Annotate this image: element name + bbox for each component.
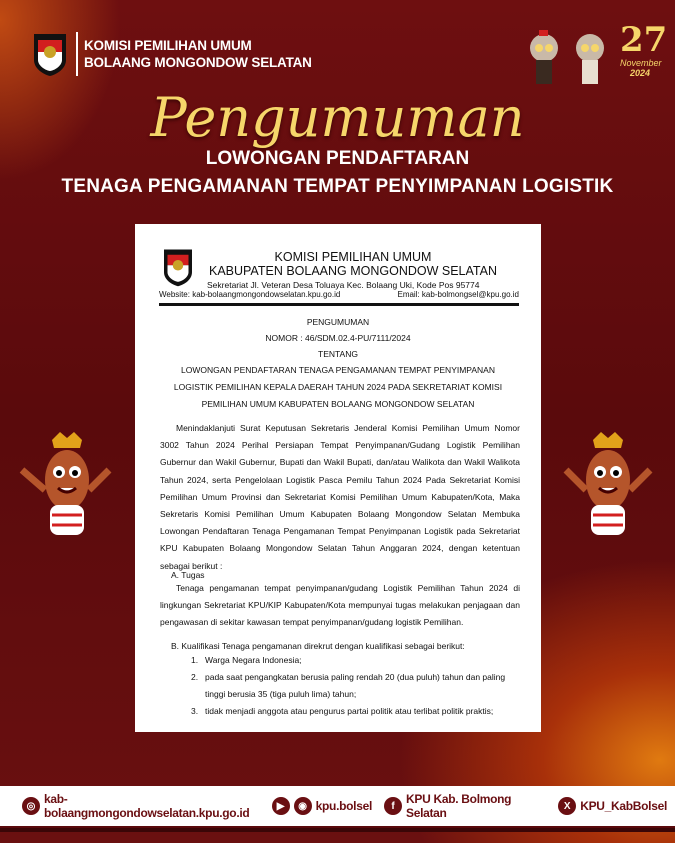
letterhead-rule — [159, 303, 519, 306]
letter-email: Email: kab-bolmongsel@kpu.go.id — [397, 290, 519, 299]
event-day: 27 — [620, 20, 668, 60]
footer-facebook-link[interactable]: KPU Kab. Bolmong Selatan — [406, 792, 512, 820]
headline-line2: TENAGA PENGAMANAN TEMPAT PENYIMPANAN LOGISTIK — [61, 176, 614, 197]
section-a-text: Tenaga pengamanan tempat penyimpanan/gudang Logistik Pemilihan Tahun 2024 di lingkungan Sekretariat KPU/KIP Kabupaten/Kota mempunyai tugas melakukan penjagaan dan pengawasan di sekitar kawasan tempat penyimpanan/gudang logistik Pemilihan. — [160, 583, 520, 628]
globe-icon: ◎ — [22, 797, 40, 815]
letter-tentang: TENTANG — [318, 349, 358, 359]
mascot-pair-icon — [522, 18, 617, 93]
mascot-left-icon — [12, 430, 122, 545]
brand-line2: BOLAANG MONGONDOW SELATAN — [84, 55, 312, 70]
youtube-icon[interactable]: ▶ — [272, 797, 290, 815]
letter-intro: Menindaklanjuti Surat Keputusan Sekretaris Jenderal Komisi Pemilihan Umum Nomor 3002 Tahun 2024 Perihal Persiapan Tempat Penyimpanan/Gudang Logistik Pemilihan Gubernur dan Wakil Gubernur, Bupati dan Wakil Bupati, dan/atau Walikota dan Wakil Walikota Tahun 2024, serta Pengelolaan Logistik Pasca Pemilu Tahun 2024 Pada Sekretariat Komisi Pemilihan Umum Provinsi dan Sekretariat Komisi Pemilihan Umum Kabupaten/Kota, Maka Sekretaris Komisi Pemilihan Umum Kabupaten Bolaang Mongondow Selatan Membuka Lowongan Pendaftaran Tenaga Pengamanan Tempat Penyimpanan Logistik pada Sekretariat KPU Kabupaten Bolaang Mongondow Selatan Tahun Anggaran 2024, dengan ketentuan sebagai berikut : — [160, 423, 520, 571]
event-month: November — [620, 58, 662, 68]
divider — [76, 32, 78, 76]
letter-address: Sekretariat Jl. Veteran Desa Toluaya Kec. Bolaang Uki, Kode Pos 95774 — [207, 280, 480, 290]
mascot-right-icon — [553, 430, 663, 545]
headline-script: Pengumuman — [150, 86, 525, 149]
x-icon[interactable]: X — [558, 797, 576, 815]
brand-line1: KOMISI PEMILIHAN UMUM — [84, 38, 252, 53]
list-item: 3. tidak menjadi anggota atau pengurus partai politik atau terlibat politik praktis; — [191, 706, 494, 716]
letter-subject: LOGISTIK PEMILIHAN KEPALA DAERAH TAHUN 2024 PADA SEKRETARIAT KOMISI — [173, 382, 503, 392]
letter-title: PENGUMUMAN — [306, 317, 370, 327]
letter-subject: LOWONGAN PENDAFTARAN TENAGA PENGAMANAN TEMPAT PENYIMPANAN — [181, 365, 495, 375]
event-badge — [522, 18, 668, 93]
letter-org1: KOMISI PEMILIHAN UMUM — [274, 250, 432, 264]
letter-subject: PEMILIHAN UMUM KABUPATEN BOLAANG MONGONDOW SELATAN — [201, 399, 475, 409]
footer-website-link[interactable]: kab-bolaangmongondowselatan.kpu.go.id — [44, 792, 250, 820]
letter-website: Website: kab-bolaangmongondowselatan.kpu.go.id — [159, 290, 341, 299]
footer-stripe — [0, 826, 675, 832]
social-footer — [0, 786, 675, 826]
letter-org2: KABUPATEN BOLAANG MONGONDOW SELATAN — [208, 264, 497, 278]
list-item: 1. Warga Negara Indonesia; — [191, 655, 302, 665]
announcement-letter — [135, 224, 541, 732]
event-year: 2024 — [630, 68, 651, 78]
letter-nomor: NOMOR : 46/SDM.02.4-PU/7111/2024 — [265, 333, 411, 343]
footer-x-link[interactable]: KPU_KabBolsel — [580, 799, 667, 813]
kpu-logo-icon — [30, 30, 70, 78]
brand-header — [30, 30, 312, 78]
section-b-heading: B. Kualifikasi Tenaga pengamanan direkrut dengan kualifikasi sebagai berikut: — [171, 641, 465, 651]
headline-line1: LOWONGAN PENDAFTARAN — [205, 148, 470, 169]
section-a-heading: A. Tugas — [171, 570, 205, 580]
facebook-icon[interactable]: f — [384, 797, 402, 815]
instagram-icon[interactable]: ◉ — [294, 797, 312, 815]
footer-instagram-link[interactable]: kpu.bolsel — [315, 799, 372, 813]
list-item: 2. pada saat pengangkatan berusia paling rendah 20 (dua puluh) tahun dan paling tinggi berusia 35 (tiga puluh lima) tahun; — [191, 672, 506, 699]
